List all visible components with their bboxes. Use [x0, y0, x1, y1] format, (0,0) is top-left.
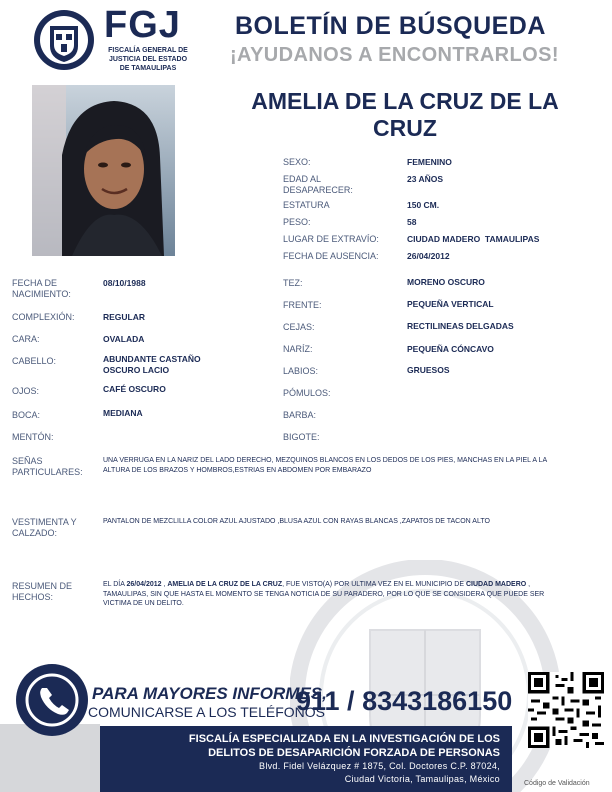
address-line-1: Blvd. Fidel Velázquez # 1875, Col. Doctores C.P. 87024, [259, 761, 500, 771]
org-title: FGJ [104, 4, 181, 46]
value-fecha-nacimiento: 08/10/1988 [103, 278, 146, 288]
fiscalia-line-2: DELITOS DE DESAPARICIÓN FORZADA DE PERSONAS [208, 747, 500, 759]
fgj-seal-icon [32, 8, 96, 72]
value-sexo: FEMENINO [407, 157, 452, 167]
value-cabello: ABUNDANTE CASTAÑO OSCURO LACIO [103, 354, 201, 375]
label-fecha-nacimiento: FECHA DE NACIMIENTO: [12, 278, 71, 299]
value-estatura: 150 CM. [407, 200, 440, 210]
value-fecha-ausencia: 26/04/2012 [407, 251, 450, 261]
resumen-place: CIUDAD MADERO [465, 581, 527, 588]
value-tez: MORENO OSCURO [407, 277, 485, 287]
label-frente: FRENTE: [283, 300, 322, 310]
label-cara: CARA: [12, 334, 40, 344]
fiscalia-address [100, 760, 512, 786]
label-bigote: BIGOTE: [283, 432, 320, 442]
label-lugar: LUGAR DE EXTRAVÍO: [283, 234, 379, 244]
label-menton: MENTÓN: [12, 432, 54, 442]
label-resumen: RESUMEN DE HECHOS: [12, 581, 73, 602]
org-subtitle [98, 46, 198, 73]
resumen-text-3: , FUE VISTO(A) POR ULTIMA VEZ EN EL MUNICIPIO DE [282, 581, 466, 588]
org-sub-line-2: JUSTICIA DEL ESTADO [108, 56, 188, 63]
org-sub-line-1: FISCALÍA GENERAL DE [108, 47, 188, 54]
label-cejas: CEJAS: [283, 322, 315, 332]
value-peso: 58 [407, 217, 417, 227]
person-name: AMELIA DE LA CRUZ DE LA CRUZ [251, 88, 559, 141]
org-sub-line-3: DE TAMAULIPAS [119, 65, 177, 72]
resumen-text-4: , TAMAULIPAS, SIN QUE HASTA EL MOMENTO SE TENGA NOTICIA DE SU PARADERO, POR LO QUE SE CONSIDERA QUE PUEDE SER VICTIMA DE UN DELITO. [103, 581, 545, 607]
label-edad: EDAD AL DESAPARECER: [283, 174, 353, 195]
value-resumen [103, 580, 563, 609]
phone-number: 911 / 8343186150 [296, 686, 513, 716]
bulletin-title: BOLETÍN DE BÚSQUEDA [235, 12, 546, 40]
label-nariz: NARÍZ: [283, 344, 313, 354]
label-senas-particulares: SEÑAS PARTICULARES: [12, 456, 83, 477]
value-cara: OVALADA [103, 334, 145, 344]
label-tez: TEZ: [283, 278, 303, 288]
value-edad: 23 AÑOS [407, 174, 444, 184]
label-fecha-ausencia: FECHA DE AUSENCIA: [283, 251, 379, 261]
person-photo [32, 85, 175, 256]
phone-icon [24, 672, 80, 728]
value-labios: GRUESOS [407, 365, 450, 375]
label-barba: BARBA: [283, 410, 317, 420]
value-cejas: RECTILINEAS DELGADAS [407, 321, 514, 331]
value-nariz: PEQUEÑA CÓNCAVO [407, 344, 494, 354]
value-boca: MEDIANA [103, 408, 143, 418]
address-line-2: Ciudad Victoria, Tamaulipas, México [344, 774, 500, 784]
value-senas-particulares: UNA VERRUGA EN LA NARIZ DEL LADO DERECHO, MEZQUINOS BLANCOS EN LOS DEDOS DE LOS PIES, MANCHAS EN LA PIEL A LA ALTURA DE LOS BRAZOS Y HOMBROS,ESTRIAS EN ABDOMEN POR EMBARAZO [103, 457, 547, 474]
label-peso: PESO: [283, 217, 311, 227]
label-cabello: CABELLO: [12, 356, 57, 366]
slogan: ¡AYUDANOS A ENCONTRARLOS! [230, 44, 559, 66]
label-boca: BOCA: [12, 410, 41, 420]
value-complexion: REGULAR [103, 312, 146, 322]
more-info-text: PARA MAYORES INFORMES, [92, 684, 327, 703]
value-vestimenta: PANTALON DE MEZCLILLA COLOR AZUL AJUSTADO ,BLUSA AZUL CON RAYAS BLANCAS ,ZAPATOS DE TACON ALTO [103, 518, 490, 525]
contact-text: COMUNICARSE A LOS TELÉFONOS [88, 704, 326, 720]
label-ojos: OJOS: [12, 386, 40, 396]
value-frente: PEQUEÑA VERTICAL [407, 299, 494, 309]
label-vestimenta: VESTIMENTA Y CALZADO: [12, 517, 77, 538]
label-sexo: SEXO: [283, 157, 311, 167]
resumen-name: AMELIA DE LA CRUZ DE LA CRUZ [167, 581, 283, 588]
label-complexion: COMPLEXIÓN: [12, 312, 75, 322]
fiscalia-line-1: FISCALÍA ESPECIALIZADA EN LA INVESTIGACIÓN DE LOS [188, 733, 500, 745]
resumen-text-1: EL DÍA [103, 581, 127, 588]
person-photo-illustration [32, 85, 175, 256]
label-labios: LABIOS: [283, 366, 319, 376]
label-estatura: ESTATURA [283, 200, 330, 210]
qr-code-icon[interactable] [528, 672, 604, 748]
validation-label: Código de Validación [524, 780, 590, 787]
value-ojos: CAFÉ OSCURO [103, 384, 166, 394]
resumen-text-2: , [161, 581, 168, 588]
value-lugar: CIUDAD MADERO TAMAULIPAS [407, 234, 540, 244]
label-pomulos: PÓMULOS: [283, 388, 331, 398]
resumen-date: 26/04/2012 [126, 581, 162, 588]
fiscalia-title [100, 732, 512, 760]
